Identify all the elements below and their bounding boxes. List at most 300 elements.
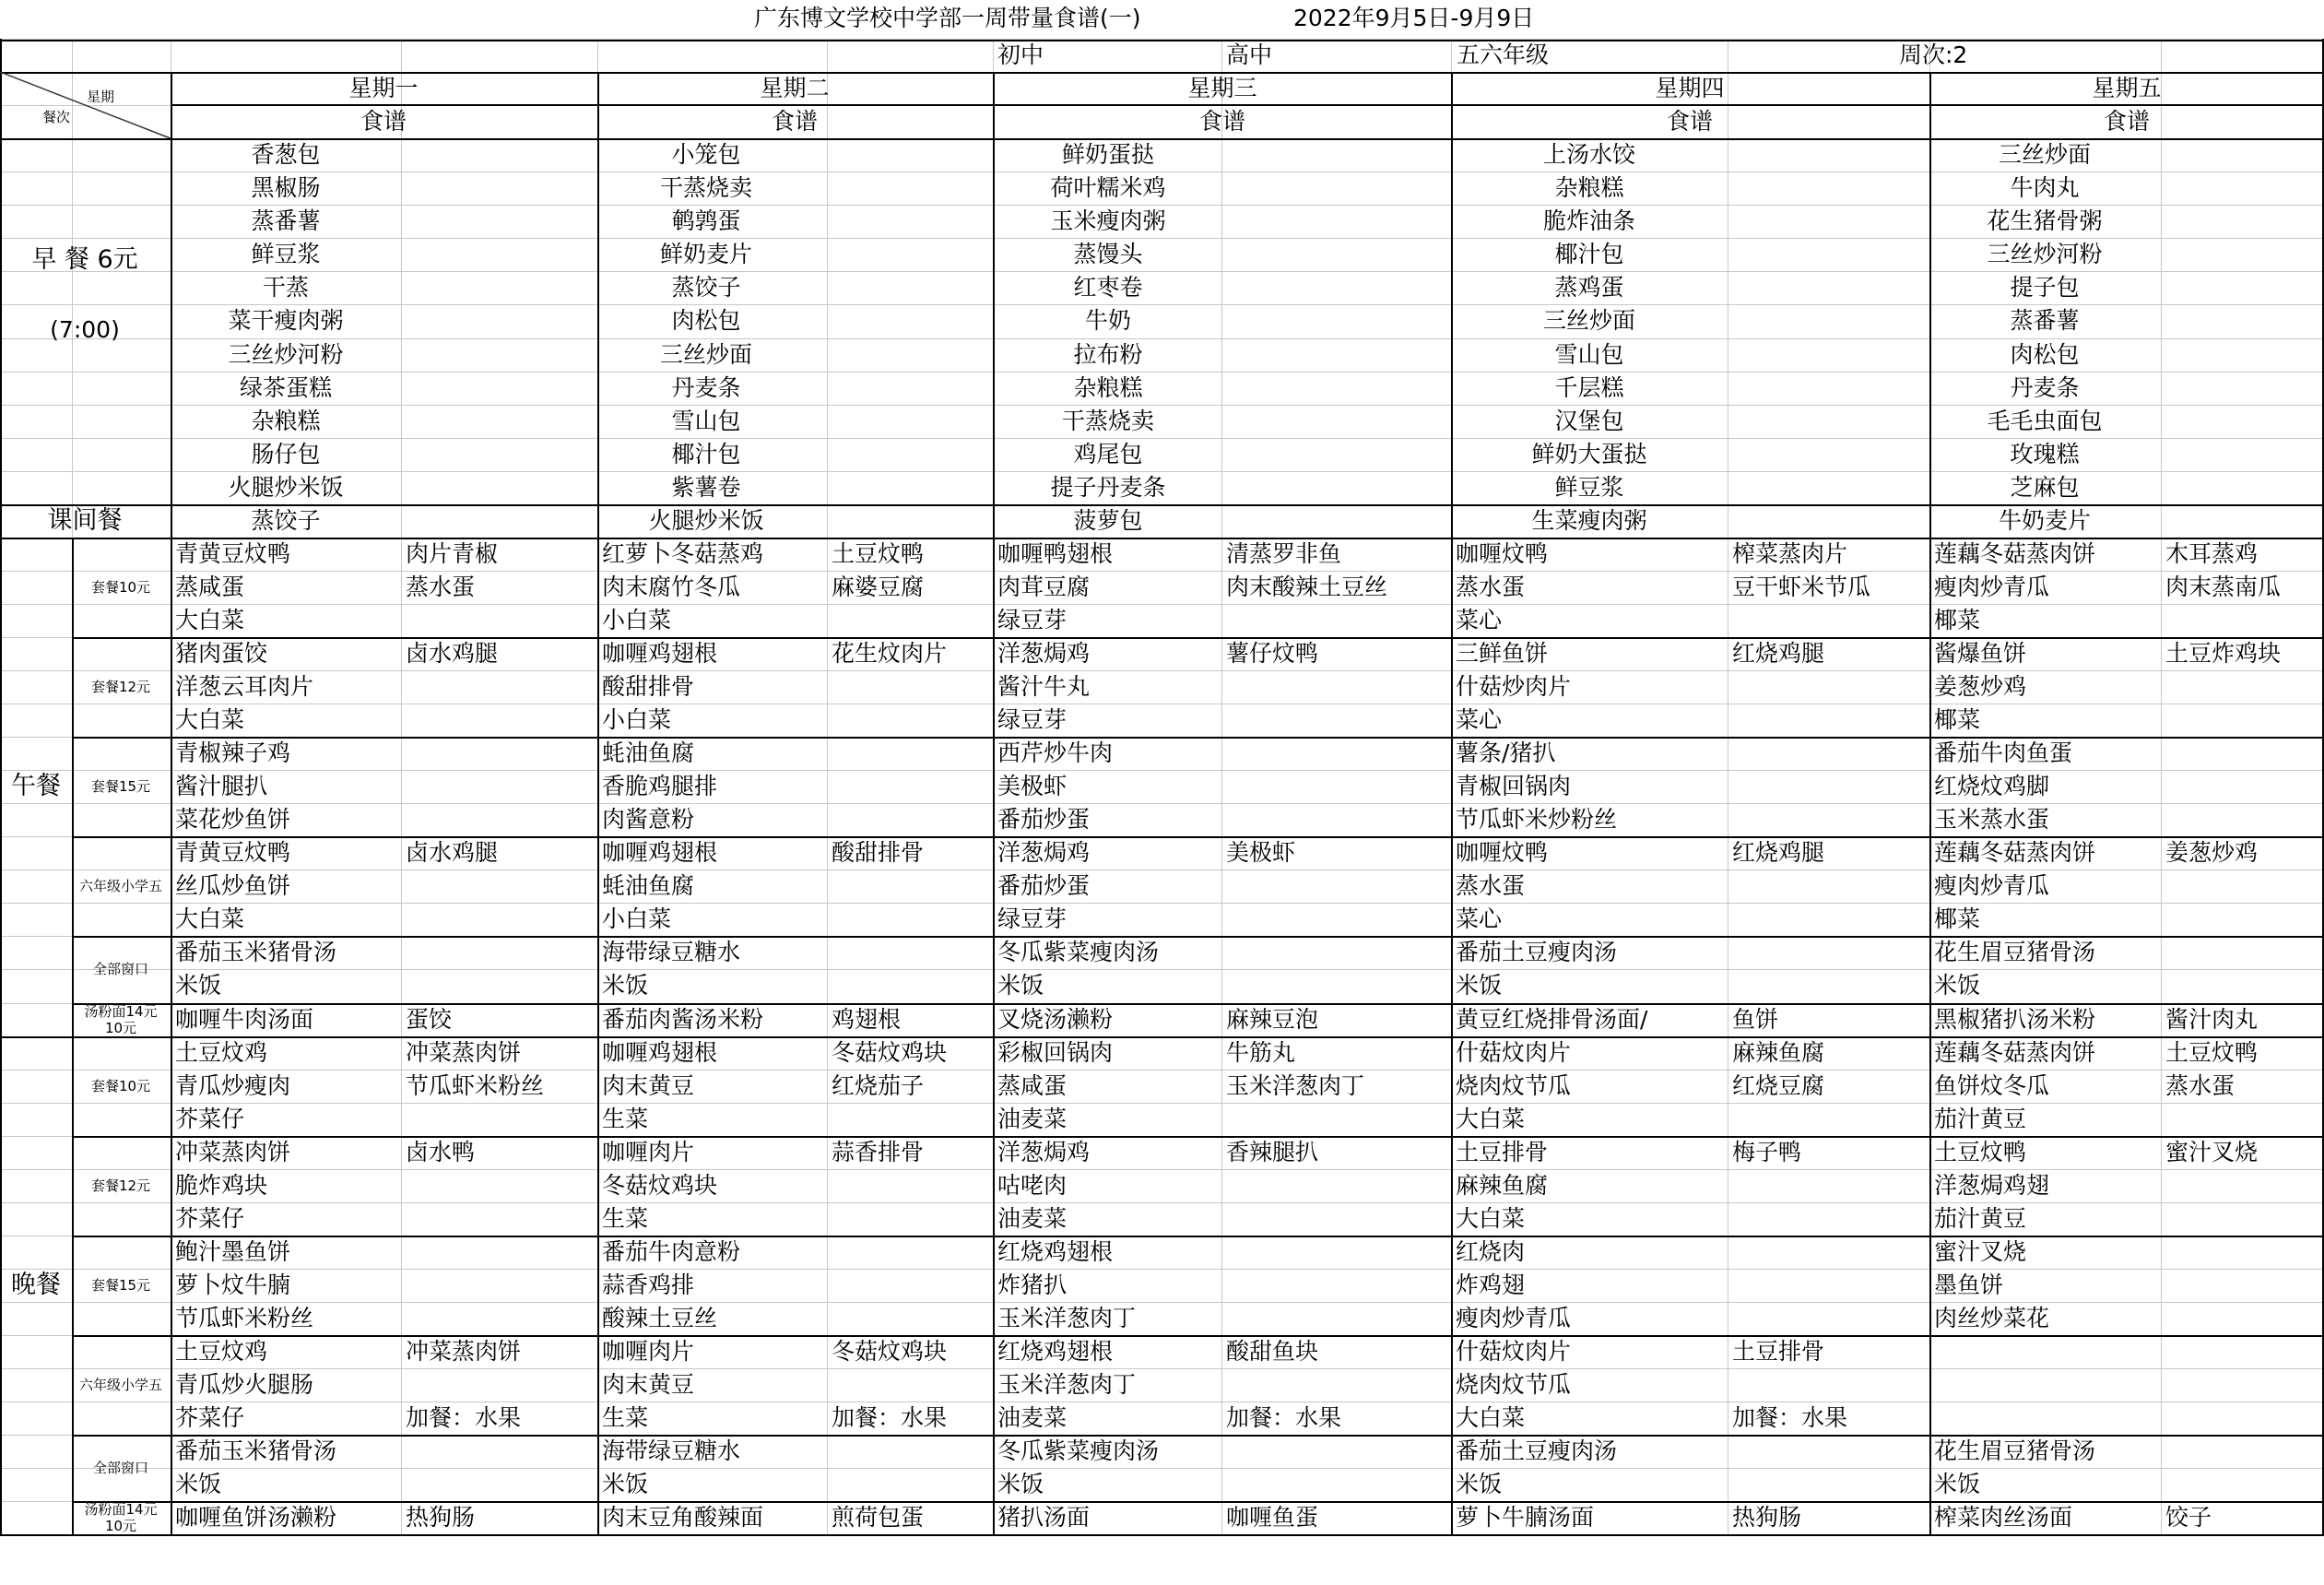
- lunch-dish: 麻婆豆腐: [832, 573, 925, 600]
- dinner-dish: 冲菜蒸肉饼: [406, 1038, 522, 1066]
- lunch-dish: 大白菜: [175, 606, 245, 633]
- lunch-dish: 咖喱鸭翅根: [997, 539, 1114, 567]
- group-label: 套餐12元: [90, 679, 151, 696]
- breakfast-item: 鲜奶蛋挞: [1061, 141, 1155, 169]
- breakfast-item: 绿茶蛋糕: [239, 373, 333, 401]
- breakfast-item: 丹麦条: [671, 373, 741, 401]
- grid-col-line: [2161, 39, 2162, 1534]
- breakfast-item: 提子包: [2010, 274, 2080, 302]
- dinner-dish: 蒜香排骨: [832, 1138, 925, 1165]
- dinner-dish: 青瓜炒瘦肉: [175, 1071, 291, 1099]
- dinner-dish: 芥菜仔: [175, 1105, 245, 1132]
- dinner-dish: 米饭: [997, 1471, 1044, 1498]
- breakfast-item: 三丝炒面: [1542, 307, 1636, 335]
- grid-row-line: [0, 372, 2324, 373]
- dinner-dish: 米饭: [175, 1471, 222, 1498]
- lunch-label: 午餐: [11, 772, 61, 801]
- dinner-dish: 炸鸡翅: [1456, 1271, 1526, 1298]
- breakfast-item: 生菜瘦肉粥: [1531, 506, 1647, 534]
- dinner-dish: 芥菜仔: [175, 1204, 245, 1232]
- group-label: 套餐12元: [90, 1177, 151, 1194]
- lunch-dish: 红烧鸡腿: [1732, 639, 1825, 667]
- lunch-dish: 番茄炒蛋: [997, 806, 1091, 834]
- dinner-dish: 番茄玉米猪骨汤: [175, 1437, 337, 1465]
- dinner-dish: 花生眉豆猪骨汤: [1934, 1437, 2096, 1465]
- dinner-dish: 番茄土豆瘦肉汤: [1456, 1437, 1618, 1465]
- lunch-dish: 椰菜: [1934, 706, 1981, 734]
- lunch-dish: 蚝油鱼腐: [602, 739, 695, 767]
- dinner-dish: 蒜香鸡排: [602, 1271, 695, 1298]
- dinner-dish: 节瓜虾米粉丝: [406, 1071, 545, 1099]
- lunch-dish: 瘦肉炒青瓜: [1934, 872, 2050, 900]
- border-day-col: [1929, 72, 1931, 1534]
- lunch-dish: 咖喱炆鸭: [1456, 539, 1549, 567]
- breakfast-item: 火腿炒米饭: [228, 473, 344, 501]
- dinner-dish: 米饭: [1934, 1471, 1981, 1498]
- breakfast-item: 椰汁包: [671, 440, 741, 467]
- breakfast-item: 玉米瘦肉粥: [1050, 207, 1166, 235]
- breakfast-item: 提子丹麦条: [1050, 473, 1166, 501]
- lunch-dish: 肉末酸辣土豆丝: [1226, 573, 1388, 600]
- lunch-dish: 红烧鸡腿: [1732, 839, 1825, 867]
- dinner-dish: 酸辣土豆丝: [602, 1304, 718, 1331]
- breakfast-item: 蒸番薯: [251, 207, 321, 235]
- breakfast-item: 蒸番薯: [2010, 307, 2080, 335]
- dinner-dish: 芥菜仔: [175, 1404, 245, 1432]
- lunch-dish: 猪肉蛋饺: [175, 639, 268, 667]
- dinner-dish: 洋葱焗鸡翅: [1934, 1171, 2050, 1199]
- dinner-dish: 节瓜虾米粉丝: [175, 1304, 314, 1331]
- day-header: 星期五: [2092, 75, 2162, 102]
- lunch-dish: 青黄豆炆鸭: [175, 839, 291, 867]
- dinner-dish: 土豆排骨: [1732, 1338, 1825, 1365]
- lunch-dish: 番茄肉酱汤米粉: [602, 1005, 764, 1033]
- dinner-dish: 咖喱鱼饼汤濑粉: [175, 1504, 337, 1532]
- breakfast-item: 菜干瘦肉粥: [228, 307, 344, 335]
- dinner-dish: 蜜汁叉烧: [2165, 1138, 2259, 1165]
- lunch-dish: 酸甜排骨: [602, 673, 695, 700]
- dinner-dish: 土豆炆鸭: [1934, 1138, 2027, 1165]
- dinner-dish: 大白菜: [1456, 1105, 1526, 1132]
- breakfast-item: 脆炸油条: [1542, 207, 1636, 235]
- border-day-col: [171, 72, 172, 1534]
- lunch-dish: 黄豆红烧排骨汤面/: [1456, 1005, 1648, 1033]
- dinner-dish: 大白菜: [1456, 1204, 1526, 1232]
- breakfast-item: 三丝炒河粉: [1987, 241, 2103, 268]
- label-grade56: 五六年级: [1457, 41, 1550, 69]
- breakfast-item: 小笼包: [671, 141, 741, 169]
- lunch-dish: 叉烧汤濑粉: [997, 1005, 1114, 1033]
- dinner-dish: 莲藕冬菇蒸肉饼: [1934, 1038, 2096, 1066]
- dinner-dish: 番茄牛肉意粉: [602, 1237, 741, 1265]
- group-label: 六年级小学五: [78, 1377, 163, 1394]
- lunch-dish: 青椒辣子鸡: [175, 739, 291, 767]
- dinner-dish: 肉末豆角酸辣面: [602, 1504, 764, 1532]
- breakfast-item: 三丝炒河粉: [228, 340, 344, 368]
- dinner-dish: 麻辣鱼腐: [1456, 1171, 1549, 1199]
- lunch-dish: 肉末蒸南瓜: [2165, 573, 2282, 600]
- lunch-dish: 海带绿豆糖水: [602, 939, 741, 966]
- dinner-dish: 咖喱肉片: [602, 1138, 695, 1165]
- group-label: 全部窗口: [92, 1460, 149, 1477]
- lunch-dish: 节瓜虾米炒粉丝: [1456, 806, 1618, 834]
- breakfast-item: 蒸饺子: [251, 506, 321, 534]
- dinner-dish: 烧肉炆节瓜: [1456, 1371, 1572, 1399]
- border-top: [0, 40, 2324, 41]
- recipe-header: 食谱: [771, 108, 819, 136]
- lunch-dish: 椰菜: [1934, 905, 1981, 933]
- dinner-dish: 加餐：水果: [1226, 1404, 1342, 1432]
- dinner-dish: 冲菜蒸肉饼: [175, 1138, 291, 1165]
- lunch-dish: 蒸咸蛋: [175, 573, 245, 600]
- breakfast-item: 黑椒肠: [251, 174, 321, 202]
- lunch-dish: 莲藕冬菇蒸肉饼: [1934, 839, 2096, 867]
- breakfast-item: 鲜奶大蛋挞: [1531, 440, 1647, 467]
- lunch-dish: 蒸水蛋: [406, 573, 476, 600]
- dinner-dish: 蒸水蛋: [2165, 1071, 2236, 1099]
- lunch-dish: 青黄豆炆鸭: [175, 539, 291, 567]
- dinner-dish: 脆炸鸡块: [175, 1171, 268, 1199]
- lunch-dish: 酱汁肉丸: [2165, 1005, 2259, 1033]
- border-day-col: [993, 72, 995, 1534]
- dinner-dish: 肉末黄豆: [602, 1371, 695, 1399]
- lunch-dish: 蛋饺: [406, 1005, 453, 1033]
- breakfast-item: 干蒸烧卖: [1061, 407, 1155, 434]
- lunch-dish: 咖喱牛肉汤面: [175, 1005, 314, 1033]
- breakfast-item: 三丝炒面: [1998, 141, 2092, 169]
- border-left: [0, 39, 2, 1534]
- dinner-dish: 油麦菜: [997, 1204, 1068, 1232]
- dinner-dish: 红烧茄子: [832, 1071, 925, 1099]
- lunch-dish: 土豆炆鸭: [832, 539, 925, 567]
- breakfast-item: 杂粮糕: [251, 407, 321, 434]
- breakfast-item: 毛毛虫面包: [1987, 407, 2103, 434]
- lunch-dish: 番茄玉米猪骨汤: [175, 939, 337, 966]
- breakfast-item: 雪山包: [671, 407, 741, 434]
- lunch-dish: 红烧炆鸡脚: [1934, 773, 2050, 800]
- breakfast-item: 牛奶: [1084, 307, 1132, 335]
- lunch-dish: 黑椒猪扒汤米粉: [1934, 1005, 2096, 1033]
- lunch-dish: 米饭: [997, 972, 1044, 999]
- dinner-dish: 咕咾肉: [997, 1171, 1068, 1199]
- lunch-dish: 美极虾: [1226, 839, 1296, 867]
- dinner-dish: 咖喱鱼蛋: [1226, 1504, 1319, 1532]
- breakfast-item: 干蒸: [262, 274, 310, 302]
- dinner-dish: 玉米洋葱肉丁: [997, 1304, 1137, 1331]
- dinner-dish: 冬菇炆鸡块: [832, 1038, 948, 1066]
- lunch-dish: 洋葱焗鸡: [997, 839, 1091, 867]
- dinner-dish: 烧肉炆节瓜: [1456, 1071, 1572, 1099]
- lunch-dish: 菜心: [1456, 606, 1503, 633]
- dinner-dish: 牛筋丸: [1226, 1038, 1296, 1066]
- recipe-header: 食谱: [1666, 108, 1714, 136]
- group-label: 套餐15元: [90, 1276, 151, 1294]
- lunch-dish: 木耳蒸鸡: [2165, 539, 2259, 567]
- breakfast-item: 鲜豆浆: [1554, 473, 1624, 501]
- dinner-dish: 鲍汁墨鱼饼: [175, 1237, 291, 1265]
- lunch-dish: 青椒回锅肉: [1456, 773, 1572, 800]
- day-header: 星期二: [760, 75, 830, 102]
- dinner-dish: 热狗肠: [1732, 1504, 1802, 1532]
- corner-weekday: 星期: [87, 89, 115, 106]
- breakfast-item: 鹌鹑蛋: [671, 207, 741, 235]
- border-group: [72, 1534, 2324, 1536]
- lunch-dish: 番茄炒蛋: [997, 872, 1091, 900]
- lunch-dish: 番茄土豆瘦肉汤: [1456, 939, 1618, 966]
- lunch-dish: 小白菜: [602, 706, 672, 734]
- breakfast-item: 上汤水饺: [1542, 141, 1636, 169]
- lunch-dish: 绿豆芽: [997, 706, 1068, 734]
- border-header-bottom: [0, 138, 2324, 140]
- lunch-dish: 酱汁牛丸: [997, 673, 1091, 700]
- lunch-dish: 洋葱焗鸡: [997, 639, 1091, 667]
- lunch-dish: 蚝油鱼腐: [602, 872, 695, 900]
- lunch-dish: 榨菜蒸肉片: [1732, 539, 1848, 567]
- lunch-dish: 酱汁腿扒: [175, 773, 268, 800]
- group-label: 全部窗口: [92, 961, 149, 978]
- dinner-dish: 萝卜牛腩汤面: [1456, 1504, 1595, 1532]
- date-range: 2022年9月5日-9月9日: [1293, 5, 1535, 31]
- dinner-dish: 什菇炆肉片: [1456, 1338, 1572, 1365]
- week-number: 周次:2: [1899, 41, 1968, 69]
- border-meal-col: [72, 538, 74, 1535]
- breakfast-item: 肠仔包: [251, 440, 321, 467]
- lunch-dish: 菜心: [1456, 905, 1503, 933]
- breakfast-item: 千层糕: [1554, 373, 1624, 401]
- label-senior: 高中: [1226, 41, 1273, 69]
- dinner-dish: 冬菇炆鸡块: [832, 1338, 948, 1365]
- dinner-dish: 土豆排骨: [1456, 1138, 1549, 1165]
- dinner-dish: 生菜: [602, 1105, 649, 1132]
- lunch-dish: 红萝卜冬菇蒸鸡: [602, 539, 764, 567]
- breakfast-time: (7:00): [50, 316, 120, 344]
- grid-row-line: [0, 1368, 2324, 1369]
- breakfast-item: 三丝炒面: [659, 340, 753, 368]
- dinner-dish: 加餐：水果: [1732, 1404, 1848, 1432]
- dinner-dish: 冲菜蒸肉饼: [406, 1338, 522, 1365]
- lunch-dish: 肉片青椒: [406, 539, 499, 567]
- dinner-dish: 生菜: [602, 1204, 649, 1232]
- breakfast-item: 蒸鸡蛋: [1554, 274, 1624, 302]
- breakfast-item: 汉堡包: [1554, 407, 1624, 434]
- dinner-dish: 生菜: [602, 1404, 649, 1432]
- lunch-dish: 大白菜: [175, 706, 245, 734]
- lunch-dish: 酱爆鱼饼: [1934, 639, 2027, 667]
- dinner-dish: 咖喱肉片: [602, 1338, 695, 1365]
- dinner-dish: 炸猪扒: [997, 1271, 1068, 1298]
- dinner-dish: 茄汁黄豆: [1934, 1204, 2027, 1232]
- lunch-dish: 丝瓜炒鱼饼: [175, 872, 291, 900]
- lunch-dish: 卤水鸡腿: [406, 839, 499, 867]
- dinner-dish: 土豆炆鸡: [175, 1038, 268, 1066]
- lunch-dish: 西芹炒牛肉: [997, 739, 1114, 767]
- dinner-dish: 洋葱焗鸡: [997, 1138, 1091, 1165]
- dinner-dish: 土豆炆鸡: [175, 1338, 268, 1365]
- day-header: 星期三: [1187, 75, 1257, 102]
- breakfast-item: 椰汁包: [1554, 241, 1624, 268]
- dinner-dish: 饺子: [2165, 1504, 2212, 1532]
- breakfast-item: 鲜豆浆: [251, 241, 321, 268]
- dinner-dish: 墨鱼饼: [1934, 1271, 2004, 1298]
- lunch-dish: 咖喱鸡翅根: [602, 839, 718, 867]
- recipe-header: 食谱: [1198, 108, 1246, 136]
- lunch-dish: 小白菜: [602, 905, 672, 933]
- breakfast-item: 花生猪骨粥: [1987, 207, 2103, 235]
- grid-row-line: [0, 271, 2324, 272]
- lunch-dish: 绿豆芽: [997, 606, 1068, 633]
- lunch-dish: 咖喱炆鸭: [1456, 839, 1549, 867]
- breakfast-item: 拉布粉: [1073, 340, 1143, 368]
- group-label: 套餐10元: [90, 578, 151, 596]
- lunch-dish: 姜葱炒鸡: [2165, 839, 2259, 867]
- breakfast-item: 鸡尾包: [1073, 440, 1143, 467]
- dinner-dish: 红烧鸡翅根: [997, 1338, 1114, 1365]
- breakfast-item: 干蒸烧卖: [659, 174, 753, 202]
- grid-row-line: [0, 405, 2324, 406]
- lunch-dish: 豆干虾米节瓜: [1732, 573, 1871, 600]
- dinner-dish: 大白菜: [1456, 1404, 1526, 1432]
- group-label: 套餐15元: [90, 778, 151, 796]
- breakfast-item: 肉松包: [2010, 340, 2080, 368]
- dinner-dish: 热狗肠: [406, 1504, 476, 1532]
- border-day-col: [597, 72, 599, 1534]
- dinner-dish: 肉丝炒菜花: [1934, 1304, 2050, 1331]
- lunch-dish: 肉末腐竹冬瓜: [602, 573, 741, 600]
- dinner-dish: 加餐：水果: [832, 1404, 948, 1432]
- dinner-dish: 瘦肉炒青瓜: [1456, 1304, 1572, 1331]
- dinner-dish: 玉米洋葱肉丁: [1226, 1071, 1365, 1099]
- dinner-dish: 海带绿豆糖水: [602, 1437, 741, 1465]
- lunch-dish: 小白菜: [602, 606, 672, 633]
- day-header: 星期一: [348, 75, 419, 102]
- dinner-dish: 米饭: [602, 1471, 649, 1498]
- lunch-dish: 冬瓜紫菜瘦肉汤: [997, 939, 1160, 966]
- lunch-dish: 菜心: [1456, 706, 1503, 734]
- dinner-dish: 萝卜炆牛腩: [175, 1271, 291, 1298]
- grid-row-line: [0, 438, 2324, 439]
- grid-row-line: [0, 238, 2324, 239]
- day-header: 星期四: [1655, 75, 1725, 102]
- breakfast-item: 鲜奶麦片: [659, 241, 753, 268]
- breakfast-item: 蒸饺子: [671, 274, 741, 302]
- group-label: 套餐10元: [90, 1077, 151, 1094]
- dinner-label: 晚餐: [11, 1270, 61, 1299]
- lunch-dish: 番茄牛肉鱼蛋: [1934, 739, 2073, 767]
- breakfast-item: 杂粮糕: [1073, 373, 1143, 401]
- grid-row-line: [0, 304, 2324, 305]
- dinner-dish: 蜜汁叉烧: [1934, 1237, 2027, 1265]
- lunch-dish: 米饭: [1456, 972, 1503, 999]
- lunch-dish: 麻辣豆泡: [1226, 1005, 1319, 1033]
- lunch-dish: 花生炆肉片: [832, 639, 948, 667]
- lunch-dish: 什菇炒肉片: [1456, 673, 1572, 700]
- recipe-header: 食谱: [2103, 108, 2151, 136]
- dinner-dish: 蒸咸蛋: [997, 1071, 1068, 1099]
- breakfast-item: 火腿炒米饭: [648, 506, 764, 534]
- lunch-dish: 卤水鸡腿: [406, 639, 499, 667]
- border-day-col: [1451, 72, 1453, 1534]
- lunch-dish: 米饭: [1934, 972, 1981, 999]
- group-label: 汤粉面14元10元: [84, 1002, 158, 1036]
- lunch-dish: 蒸水蛋: [1456, 872, 1526, 900]
- group-label: 汤粉面14元10元: [84, 1501, 158, 1535]
- breakfast-item: 肉松包: [671, 307, 741, 335]
- dinner-dish: 红烧豆腐: [1732, 1071, 1825, 1099]
- lunch-dish: 三鲜鱼饼: [1456, 639, 1549, 667]
- lunch-dish: 薯仔炆鸭: [1226, 639, 1319, 667]
- dinner-dish: 煎荷包蛋: [832, 1504, 925, 1532]
- lunch-dish: 莲藕冬菇蒸肉饼: [1934, 539, 2096, 567]
- corner-diagonal: [0, 72, 171, 138]
- lunch-dish: 菜花炒鱼饼: [175, 806, 291, 834]
- lunch-dish: 肉茸豆腐: [997, 573, 1091, 600]
- lunch-dish: 薯条/猪扒: [1456, 739, 1556, 767]
- lunch-dish: 椰菜: [1934, 606, 1981, 633]
- lunch-dish: 香脆鸡腿排: [602, 773, 718, 800]
- lunch-dish: 土豆炸鸡块: [2165, 639, 2282, 667]
- lunch-dish: 绿豆芽: [997, 905, 1068, 933]
- breakfast-item: 紫薯卷: [671, 473, 741, 501]
- lunch-dish: 美极虾: [997, 773, 1068, 800]
- dinner-dish: 榨菜肉丝汤面: [1934, 1504, 2073, 1532]
- dinner-dish: 肉末黄豆: [602, 1071, 695, 1099]
- dinner-dish: 青瓜炒火腿肠: [175, 1371, 314, 1399]
- breakfast-item: 菠萝包: [1073, 506, 1143, 534]
- dinner-dish: 彩椒回锅肉: [997, 1038, 1114, 1066]
- breakfast-item: 雪山包: [1554, 340, 1624, 368]
- grid-col-line: [1221, 39, 1222, 1534]
- recipe-header: 食谱: [360, 108, 407, 136]
- page-title: 广东博文学校中学部一周带量食谱(一): [754, 5, 1141, 31]
- dinner-dish: 加餐：水果: [406, 1404, 522, 1432]
- dinner-dish: 鱼饼炆冬瓜: [1934, 1071, 2050, 1099]
- snack-label: 课间餐: [47, 505, 123, 535]
- dinner-dish: 冬瓜紫菜瘦肉汤: [997, 1437, 1160, 1465]
- breakfast-item: 牛奶麦片: [1998, 506, 2092, 534]
- dinner-dish: 红烧肉: [1456, 1237, 1526, 1265]
- breakfast-item: 蒸馒头: [1073, 241, 1143, 268]
- group-label: 六年级小学五: [78, 878, 163, 895]
- dinner-dish: 油麦菜: [997, 1404, 1068, 1432]
- lunch-dish: 米饭: [602, 972, 649, 999]
- lunch-dish: 清蒸罗非鱼: [1226, 539, 1342, 567]
- breakfast-item: 玫瑰糕: [2010, 440, 2080, 467]
- lunch-dish: 酸甜排骨: [832, 839, 925, 867]
- dinner-dish: 冬菇炆鸡块: [602, 1171, 718, 1199]
- lunch-dish: 姜葱炒鸡: [1934, 673, 2027, 700]
- dinner-dish: 麻辣鱼腐: [1732, 1038, 1825, 1066]
- dinner-dish: 卤水鸭: [406, 1138, 476, 1165]
- grid-col-line: [401, 39, 402, 1534]
- grid-row-line: [0, 338, 2324, 339]
- breakfast-item: 香葱包: [251, 141, 321, 169]
- lunch-dish: 蒸水蛋: [1456, 573, 1526, 600]
- dinner-dish: 梅子鸭: [1732, 1138, 1802, 1165]
- dinner-dish: 红烧鸡翅根: [997, 1237, 1114, 1265]
- grid-col-line: [827, 39, 828, 1534]
- border-breakfast-bottom: [0, 504, 2324, 506]
- dinner-dish: 酸甜鱼块: [1226, 1338, 1319, 1365]
- lunch-dish: 洋葱云耳肉片: [175, 673, 314, 700]
- breakfast-item: 芝麻包: [2010, 473, 2080, 501]
- lunch-dish: 肉酱意粉: [602, 806, 695, 834]
- dinner-dish: 猪扒汤面: [997, 1504, 1091, 1532]
- dinner-dish: 米饭: [1456, 1471, 1503, 1498]
- lunch-dish: 瘦肉炒青瓜: [1934, 573, 2050, 600]
- breakfast-item: 丹麦条: [2010, 373, 2080, 401]
- lunch-dish: 玉米蒸水蛋: [1934, 806, 2050, 834]
- breakfast-item: 红枣卷: [1073, 274, 1143, 302]
